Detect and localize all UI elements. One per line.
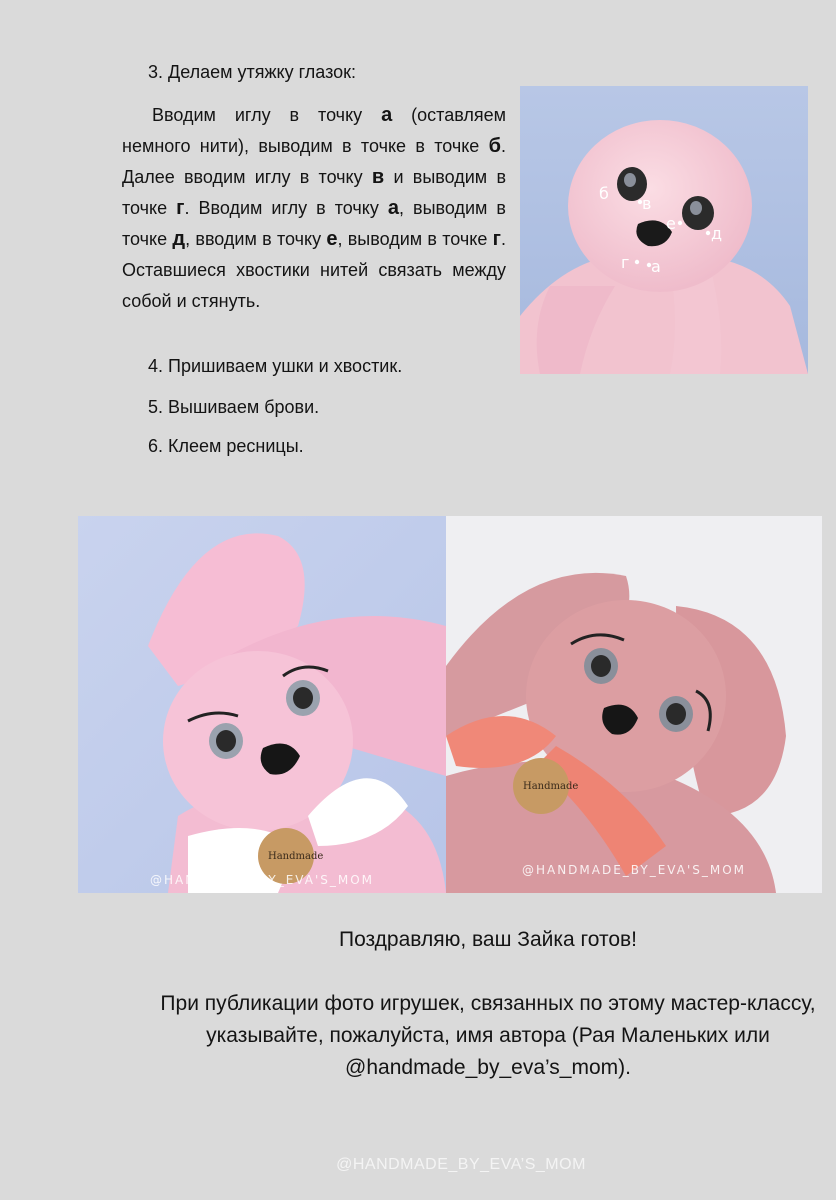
- congrats-text: Поздравляю, ваш Зайка готов!: [338, 928, 638, 951]
- instruction-text-segment: . Оставшиеся хвостики нитей связать между собой и стянуть.: [122, 229, 507, 311]
- publication-note: При публикации фото игрушек, связанных по этому мастер-классу, указывайте, пожалуйста, имя автора (Рая Маленьких или @handmade_by_eva’s_mom).: [160, 992, 816, 1079]
- instruction-point-letter: б: [488, 135, 501, 157]
- instruction-text-segment: и выводим в точке: [122, 167, 507, 218]
- finished-bunny-photo-right: [446, 516, 822, 893]
- point-a-label: а: [651, 257, 661, 276]
- instruction-paragraph: [122, 100, 506, 317]
- point-d-label: д: [711, 224, 723, 243]
- point-g-label: г: [621, 253, 630, 272]
- step-5: 5. Вышиваем брови.: [148, 397, 320, 417]
- point-v-label: в: [642, 194, 652, 213]
- instruction-point-letter: в: [371, 166, 385, 188]
- eye-tightening-photo: [520, 86, 808, 374]
- instruction-text-segment: . Далее вводим иглу в точку: [122, 136, 506, 187]
- instruction-point-letter: г: [492, 228, 501, 250]
- step-4: 4. Пришиваем ушки и хвостик.: [148, 356, 403, 376]
- instruction-point-letter: г: [176, 197, 185, 219]
- instruction-text-segment: , выводим в точке: [122, 198, 506, 249]
- instruction-point-letter: а: [387, 197, 399, 219]
- step-6: 6. Клеем ресницы.: [148, 436, 304, 456]
- instruction-text-segment: , вводим в точку: [185, 229, 327, 249]
- point-e-label: е: [666, 214, 676, 233]
- watermark-right: @HANDMADE_BY_EVA'S_MOM: [521, 863, 747, 877]
- point-b-label: б: [599, 184, 609, 203]
- page-footer: @HANDMADE_BY_EVA’S_MOM: [336, 1156, 586, 1173]
- watermark-left: @HANDMADE_BY_EVA'S_MOM: [149, 873, 375, 887]
- instruction-text-segment: (оставляем немного нити), выводим в точке в точке: [122, 105, 507, 156]
- instruction-point-letter: е: [326, 228, 338, 250]
- handmade-tag-text: Handmade: [268, 851, 324, 862]
- instruction-point-letter: а: [381, 104, 393, 126]
- instruction-text-segment: Вводим иглу в точку: [152, 105, 382, 125]
- finished-bunny-photo-left: [78, 516, 446, 893]
- handmade-tag-text-right: Handmade: [523, 781, 579, 792]
- instruction-text-segment: , выводим в точке: [337, 229, 493, 249]
- instruction-text-segment: . Вводим иглу в точку: [184, 198, 388, 218]
- step-3-heading: 3. Делаем утяжку глазок:: [148, 62, 357, 82]
- instruction-point-letter: д: [172, 228, 186, 250]
